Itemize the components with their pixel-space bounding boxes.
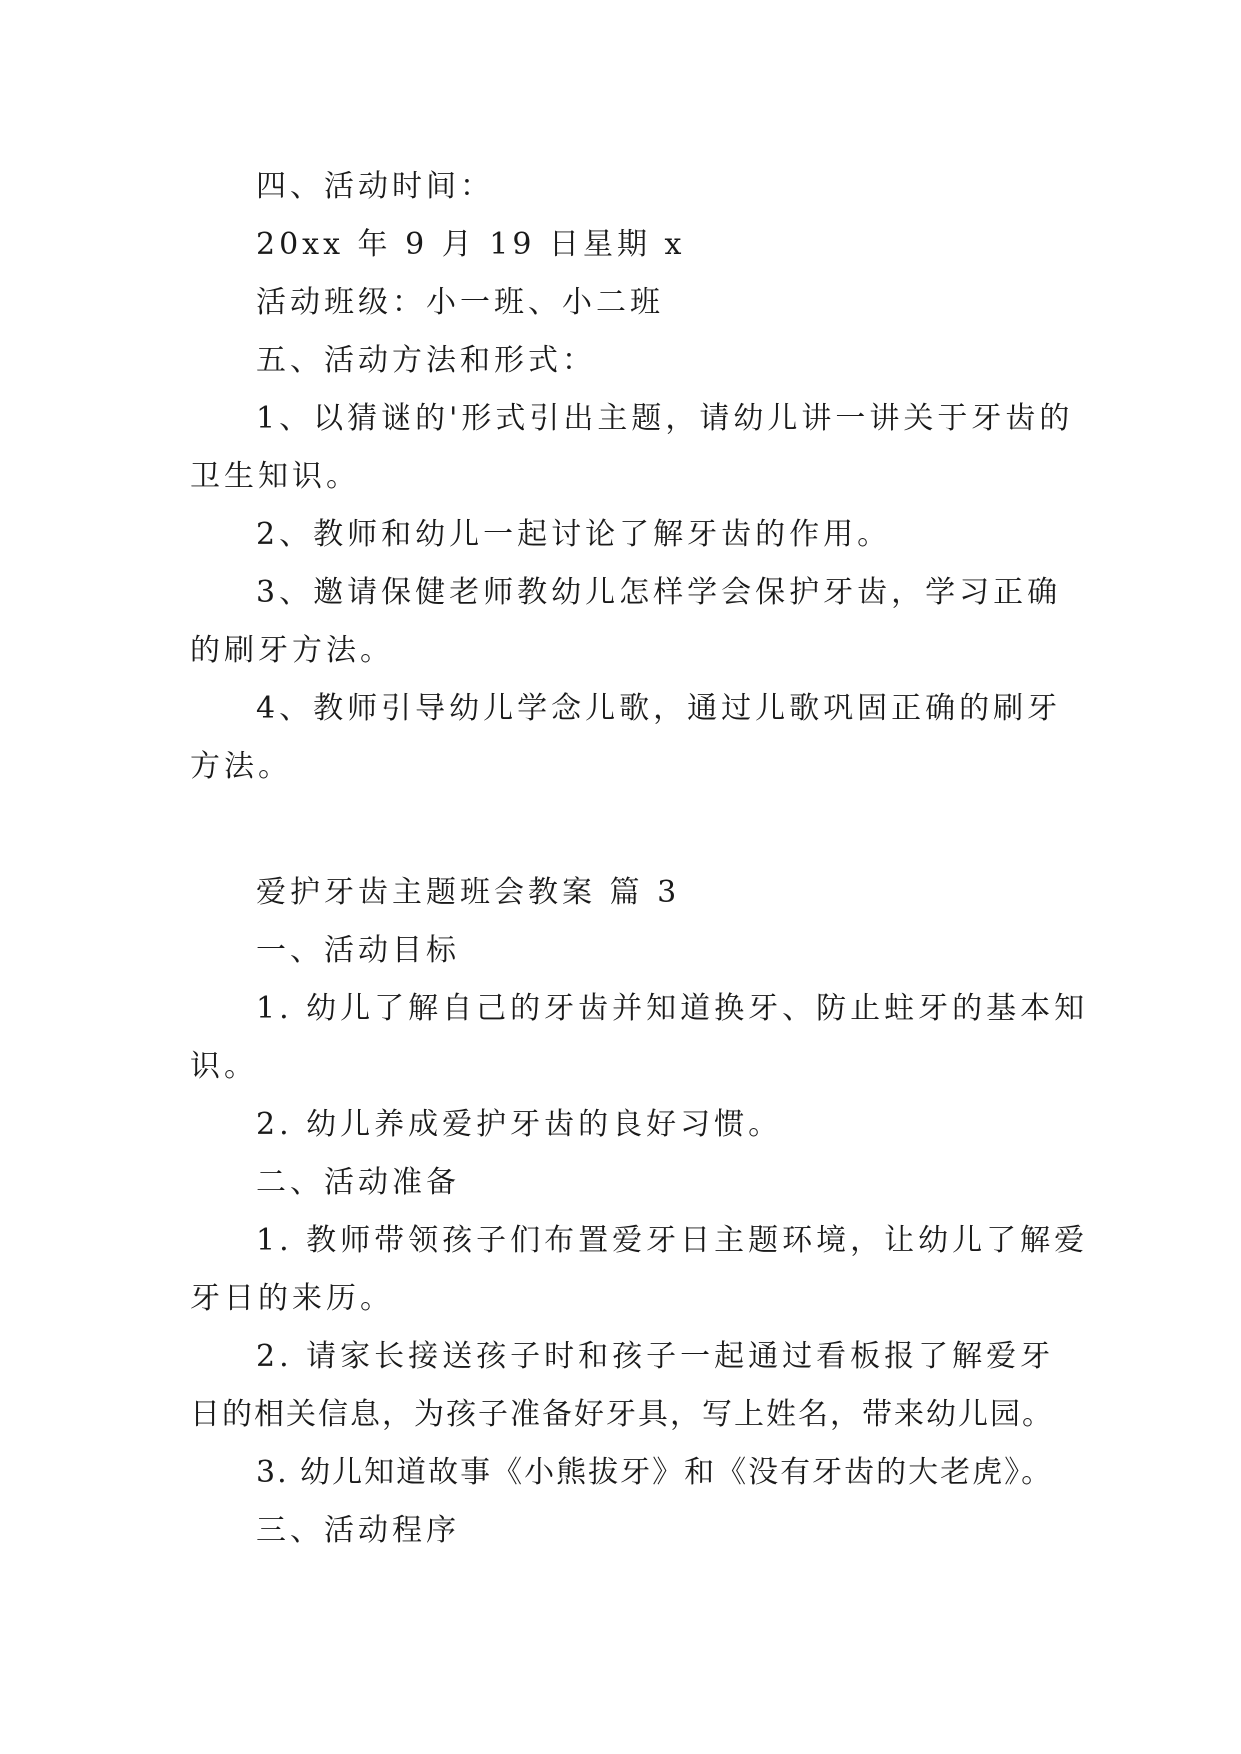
heading-activity-method: 五、活动方法和形式： [256, 343, 596, 378]
method-item-2-line-1: 2、教师和幼儿一起讨论了解牙齿的作用。 [256, 517, 892, 552]
section-title: 爱护牙齿主题班会教案 篇 3 [256, 875, 681, 910]
method-item-4-line-1: 4、教师引导幼儿学念儿歌，通过儿歌巩固正确的刷牙 [256, 691, 1062, 726]
method-item-3-line-2: 的刷牙方法。 [190, 633, 394, 668]
prep-item-2-line-1: 2. 请家长接送孩子时和孩子一起通过看板报了解爱牙 [256, 1339, 1055, 1374]
goal-item-1-line-1: 1. 幼儿了解自己的牙齿并知道换牙、防止蛀牙的基本知 [256, 991, 1089, 1026]
heading-activity-goal: 一、活动目标 [256, 933, 460, 968]
prep-item-2-line-2: 日的相关信息，为孩子准备好牙具，写上姓名，带来幼儿园。 [190, 1397, 1054, 1432]
method-item-1-line-1: 1、以猜谜的'形式引出主题，请幼儿讲一讲关于牙齿的 [256, 401, 1074, 436]
document-body [190, 158, 1089, 1560]
goal-item-1-line-2: 识。 [190, 1049, 258, 1084]
method-item-1-line-2: 卫生知识。 [190, 459, 360, 494]
prep-item-1-line-2: 牙日的来历。 [190, 1281, 394, 1316]
method-item-4-line-2: 方法。 [190, 749, 292, 784]
heading-activity-time: 四、活动时间： [256, 169, 494, 204]
goal-item-2-line-1: 2. 幼儿养成爱护牙齿的良好习惯。 [256, 1107, 783, 1142]
activity-classes: 活动班级：小一班、小二班 [256, 285, 664, 320]
section-gap [190, 796, 1070, 864]
prep-item-3-line-1: 3. 幼儿知道故事《小熊拔牙》和《没有牙齿的大老虎》。 [256, 1455, 1054, 1490]
prep-item-1-line-1: 1. 教师带领孩子们布置爱牙日主题环境，让幼儿了解爱 [256, 1223, 1089, 1258]
activity-date: 20xx 年 9 月 19 日星期 x [256, 227, 686, 262]
heading-activity-prep: 二、活动准备 [256, 1165, 460, 1200]
method-item-3-line-1: 3、邀请保健老师教幼儿怎样学会保护牙齿，学习正确 [256, 575, 1062, 610]
heading-activity-procedure: 三、活动程序 [256, 1513, 460, 1548]
